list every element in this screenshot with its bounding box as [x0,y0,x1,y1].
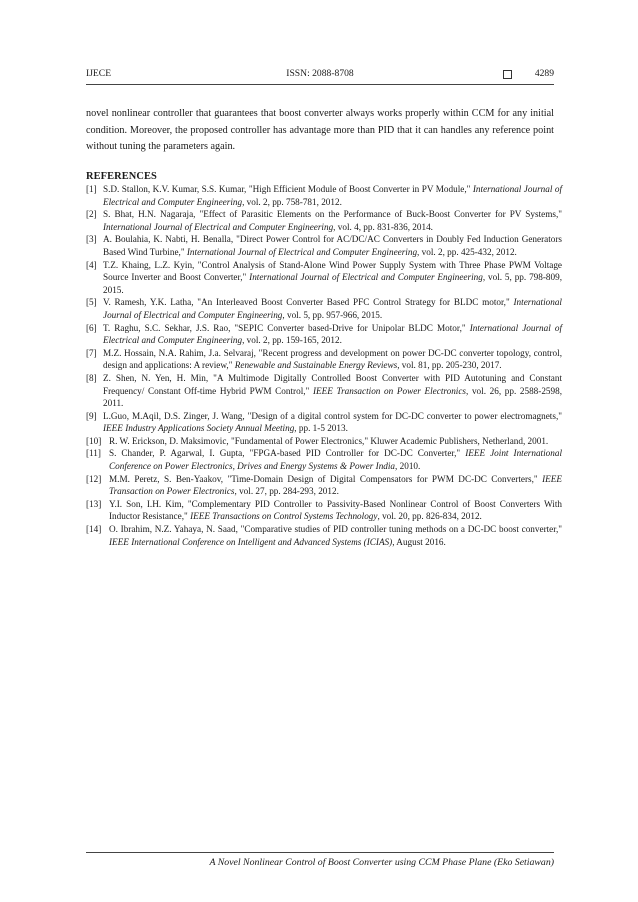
reference-venue: IEEE Transaction on Power Electronics [312,385,467,396]
reference-venue: IEEE Transactions on Control Systems Technology [190,511,378,522]
reference-venue: IEEE Industry Applications Society Annual Meeting [103,423,295,434]
reference-list [86,183,562,548]
reference-venue: International Journal of Electrical and Computer Engineering [186,246,418,257]
reference-number: [12] [86,473,102,484]
body-paragraph: novel nonlinear controller that guarantees that boost converter always works properly within CCM for any initial condition. Moreover, the proposed controller has advantage more than PID that it can handles any reference point without tuning the parameters again. [86,108,554,153]
reference-details: , vol. 5, pp. 798-809, 2015. [103,272,562,295]
reference-details: , pp. 1-5 2013. [294,423,348,434]
reference-number: [4] [86,259,97,270]
reference-text: T. Raghu, S.C. Sekhar, J.S. Rao, "SEPIC Converter based-Drive for Unipolar BLDC Motor," [103,322,470,333]
reference-item [86,296,562,321]
reference-details: , vol. 2, pp. 758-781, 2012. [242,196,342,207]
issn: ISSN: 2088-8708 [286,68,354,79]
reference-number: [7] [86,347,97,358]
reference-venue: IEEE Transaction on Power Electronics [109,473,562,497]
reference-venue: International Journal of Electrical and Computer Engineering [249,272,483,283]
reference-item [86,523,562,548]
page-number: 4289 [534,68,554,79]
reference-item [86,435,562,448]
reference-text: S. Bhat, H.N. Nagaraja, "Effect of Parasitic Elements on the Performance of Buck-Boost Converter for PV Systems," [103,209,562,220]
reference-venue: International Journal of Electrical and Computer Engineering [103,184,562,207]
reference-item [86,322,562,347]
reference-item [86,233,562,258]
reference-text: T.Z. Khaing, L.Z. Kyin, "Control Analysis of Stand-Alone Wind Power Supply System with Three Phase PWM Voltage Source Inverter and Boost Converter," [103,259,562,283]
reference-item [86,259,562,297]
reference-number: [8] [86,372,97,383]
reference-number: [6] [86,322,97,333]
reference-item [86,498,562,523]
reference-text: L.Guo, M.Aqil, D.S. Zinger, J. Wang, "Design of a digital control system for DC-DC converter to power electromagnets," [103,410,562,421]
reference-text: Z. Shen, N. Yen, H. Min, "A Multimode Digitally Controlled Boost Converter with PID Autotuning and Constant Frequency/ Constant Off-time Hybrid PWM Control," [103,372,562,396]
reference-number: [10] [86,435,102,446]
reference-item [86,410,562,435]
running-header [86,67,554,81]
reference-venue: International Journal of Electrical and Computer Engineering [103,322,562,346]
reference-details: , vol. 4, pp. 831-836, 2014. [333,221,433,232]
reference-item [86,183,562,208]
reference-text: S.D. Stallon, K.V. Kumar, S.S. Kumar, "High Efficient Module of Boost Converter in PV Module," [103,184,473,194]
reference-item [86,347,562,372]
reference-details: , vol. 27, pp. 284-293, 2012. [234,486,339,497]
reference-number: [2] [86,209,97,220]
reference-text: M.Z. Hossain, N.A. Rahim, J.a. Selvaraj, "Recent progress and development on power DC-DC converter topology, control, design and applications: A review," [103,347,562,371]
reference-number: [5] [86,297,97,308]
reference-details: , 2010. [395,461,421,472]
reference-details: , vol. 81, pp. 205-230, 2017. [397,360,502,371]
reference-item [86,447,562,472]
journal-name: IJECE [86,68,112,79]
reference-details: , vol. 2, pp. 425-432, 2012. [417,246,517,257]
running-footer: A Novel Nonlinear Control of Boost Converter using CCM Phase Plane (Eko Setiawan) [209,857,554,868]
reference-details: , August 2016. [392,536,446,547]
reference-details: , vol. 2, pp. 159-165, 2012. [242,335,342,346]
reference-text: A. Boulahia, K. Nabti, H. Benalla, "Direct Power Control for AC/DC/AC Converters in Doubly Fed Induction Generators Based Wind Turbine," [103,234,562,257]
reference-item [86,208,562,233]
reference-venue: IEEE Joint International Conference on Power Electronics, Drives and Energy Systems & Power India [109,448,562,472]
reference-venue: IEEE International Conference on Intelligent and Advanced Systems (ICIAS) [109,536,393,547]
footer-divider [86,852,554,853]
reference-details: , vol. 26, pp. 2588-2598, 2011. [103,385,563,409]
reference-number: [1] [86,184,97,194]
reference-venue: International Journal of Electrical and Computer Engineering [103,297,562,320]
reference-text: R. W. Erickson, D. Maksimovic, "Fundamental of Power Electronics," Kluwer Academic Publishers, Netherland, 2001. [109,435,549,446]
reference-venue: Renewable and Sustainable Energy Reviews [234,360,398,371]
reference-item [86,473,562,498]
reference-number: [11] [86,448,101,459]
reference-details: , vol. 5, pp. 957-966, 2015. [282,309,383,320]
reference-details: , vol. 20, pp. 826-834, 2012. [377,511,482,522]
reference-text: S. Chander, P. Agarwal, I. Gupta, "FPGA-based PID Controller for DC-DC Converter," [109,448,466,459]
reference-item [86,372,562,410]
reference-text: Y.I. Son, I.H. Kim, "Complementary PID Controller to Passivity-Based Nonlinear Control of Boost Converters With Inductor Resistance," [109,498,562,522]
reference-number: [3] [86,234,97,245]
reference-number: [14] [86,524,102,535]
reference-text: M.M. Peretz, S. Ben-Yaakov, "Time-Domain Design of Digital Compensators for PWM DC-DC Converters," [109,473,543,484]
reference-number: [13] [86,498,102,509]
references-heading: REFERENCES [86,171,157,182]
square-icon [503,70,512,79]
reference-text: V. Ramesh, Y.K. Latha, "An Interleaved Boost Converter Based PFC Control Strategy for BLDC motor," [103,297,514,308]
header-divider [86,84,554,85]
reference-number: [9] [86,410,97,421]
reference-venue: International Journal of Electrical and Computer Engineering [103,221,334,232]
reference-text: O. Ibrahim, N.Z. Yahaya, N. Saad, "Comparative studies of PID controller tuning methods on a DC-DC boost converter," [109,524,562,535]
